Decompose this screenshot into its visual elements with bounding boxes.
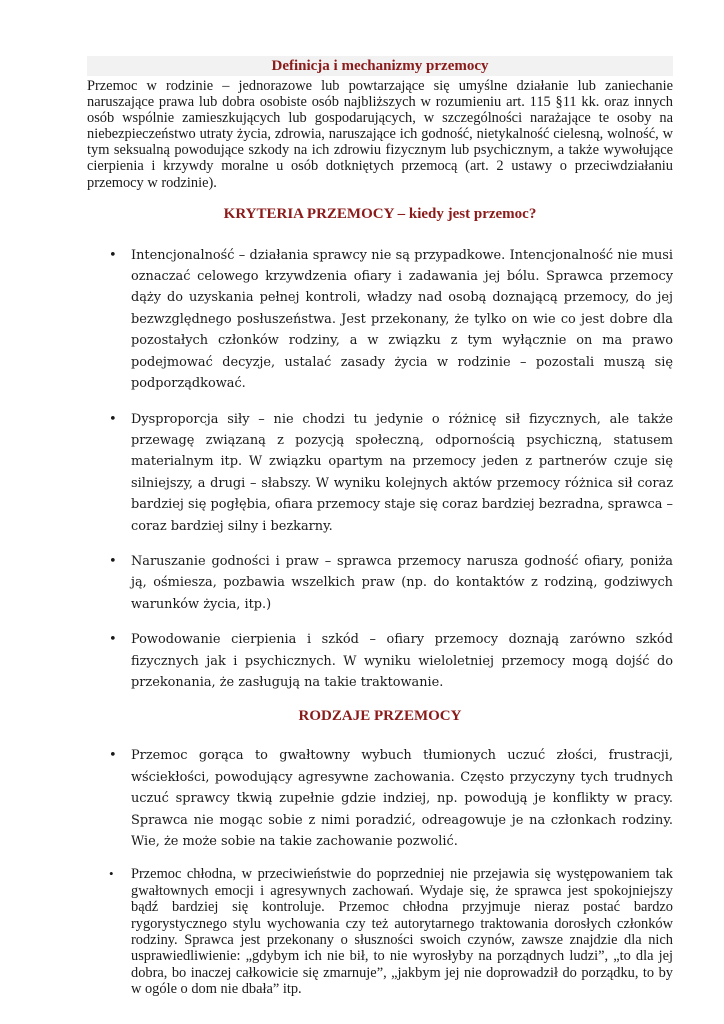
bullet-icon: • — [109, 632, 117, 648]
criteria-item-intentionality — [87, 245, 673, 395]
bullet-icon: • — [109, 866, 114, 882]
types-heading: RODZAJE PRZEMOCY — [298, 708, 462, 725]
list-item-text: Przemoc gorąca to gwałtowny wybuch tłumionych uczuć złości, frustracji, wściekłości, powodujący agresywne zachowania. Często przyczyny tych trudnych uczuć sprawcy tkwią zupełnie gdzie indziej, np. powodują je konflikty w pracy. Sprawca nie mogąc sobie z nimi poradzić, odreagowuje je na członkach rodziny. Wie, że może sobie na takie zachowanie pozwolić. — [131, 748, 673, 849]
list-item-text: Przemoc chłodna, w przeciwieństwie do poprzedniej nie przejawia się występowaniem tak gwałtownych emocji i agresywnych zachowań. Wydaje się, że sprawca jest spokojniejszy bądź bardziej się kontroluje. Przemoc chłodna przyjmuje nieraz postać bardzo rygorystycznego stylu wychowania czy też autorytarnego traktowania dorosłych członków rodziny. Sprawca jest przekonany o słuszności swoich czynów, zawsze znajdzie dla nich usprawiedliwienie: „gdybym ich nie bił, to nie wyrosłyby na porządnych ludzi”, „to dla jej dobra, bo inaczej całkowicie się zmarnuje”, „jakbym jej nie doprowadził do porządku, to by w ogóle o dom nie dbała” itp. — [131, 866, 673, 998]
types-item-hot-violence — [87, 745, 673, 852]
list-item-text: Dysproporcja siły – nie chodzi tu jedynie o różnicę sił fizycznych, ale także przewagę związaną z pozycją społeczną, odpornością psychiczną, statusem materialnym itp. W związku opartym na przemocy jeden z partnerów czuje się silniejszy, a drugi – słabszy. W wyniku kolejnych aktów przemocy różnica sił coraz bardziej się pogłębia, ofiara przemocy staje się coraz bardziej bezradna, sprawca – coraz bardziej silny i bezkarny. — [131, 411, 673, 534]
criteria-list — [87, 245, 673, 694]
bullet-icon: • — [109, 411, 117, 427]
bullet-icon: • — [109, 553, 117, 569]
document-page — [87, 56, 673, 1012]
types-list — [87, 745, 673, 997]
criteria-item-power-imbalance — [87, 409, 673, 537]
section-title: Definicja i mechanizmy przemocy — [271, 58, 489, 74]
criteria-item-dignity-violation — [87, 551, 673, 615]
intro-paragraph: Przemoc w rodzinie – jednorazowe lub powtarzające się umyślne działanie lub zaniechanie naruszające prawa lub dobra osobiste osób najbliższych w rozumieniu art. 115 §11 kk. oraz innych osób wspólnie zamieszkujących lub gospodarujących, w szczególności narażające te osoby na niebezpieczeństwo utraty życia, zdrowia, naruszające ich godność, nietykalność cielesną, wolność, w tym seksualną powodujące szkody na ich zdrowiu fizycznym lub psychicznym, a także wywołujące cierpienia i krzywdy moralne u osób dotkniętych przemocą (art. 2 ustawy o przeciwdziałaniu przemocy w rodzinie). — [87, 78, 673, 191]
criteria-heading: KRYTERIA PRZEMOCY – kiedy jest przemoc? — [223, 205, 537, 222]
list-item-text: Naruszanie godności i praw – sprawca przemocy narusza godność ofiary, poniża ją, ośmiesza, pozbawia wszelkich praw (np. do kontaktów z rodziną, godziwych warunków życia, itp.) — [131, 553, 673, 612]
bullet-icon: • — [109, 247, 117, 263]
types-item-cold-violence — [87, 866, 673, 997]
list-item-text: Powodowanie cierpienia i szkód – ofiary przemocy doznają zarówno szkód fizycznych jak i psychicznych. W wyniku wieloletniej przemocy mogą dojść do przekonania, że zasługują na takie traktowanie. — [131, 632, 673, 690]
list-item-text: Intencjonalność – działania sprawcy nie są przypadkowe. Intencjonalność nie musi oznaczać celowego krzywdzenia ofiary i zadawania jej bólu. Sprawca przemocy dąży do uzyskania pełnej kontroli, władzy nad osobą doznającą przemocy, do jej bezwzględnego posłuszeństwa. Jest przekonany, że tylko on wie co jest dobre dla pozostałych członków rodziny, a w związku z tym wyłącznie on ma prawo podejmować decyzje, ustalać zasady życia w rodzinie – pozostali muszą się podporządkować. — [131, 247, 673, 392]
criteria-item-suffering — [87, 629, 673, 693]
bullet-icon: • — [109, 748, 117, 764]
section-title-bar — [87, 56, 673, 76]
